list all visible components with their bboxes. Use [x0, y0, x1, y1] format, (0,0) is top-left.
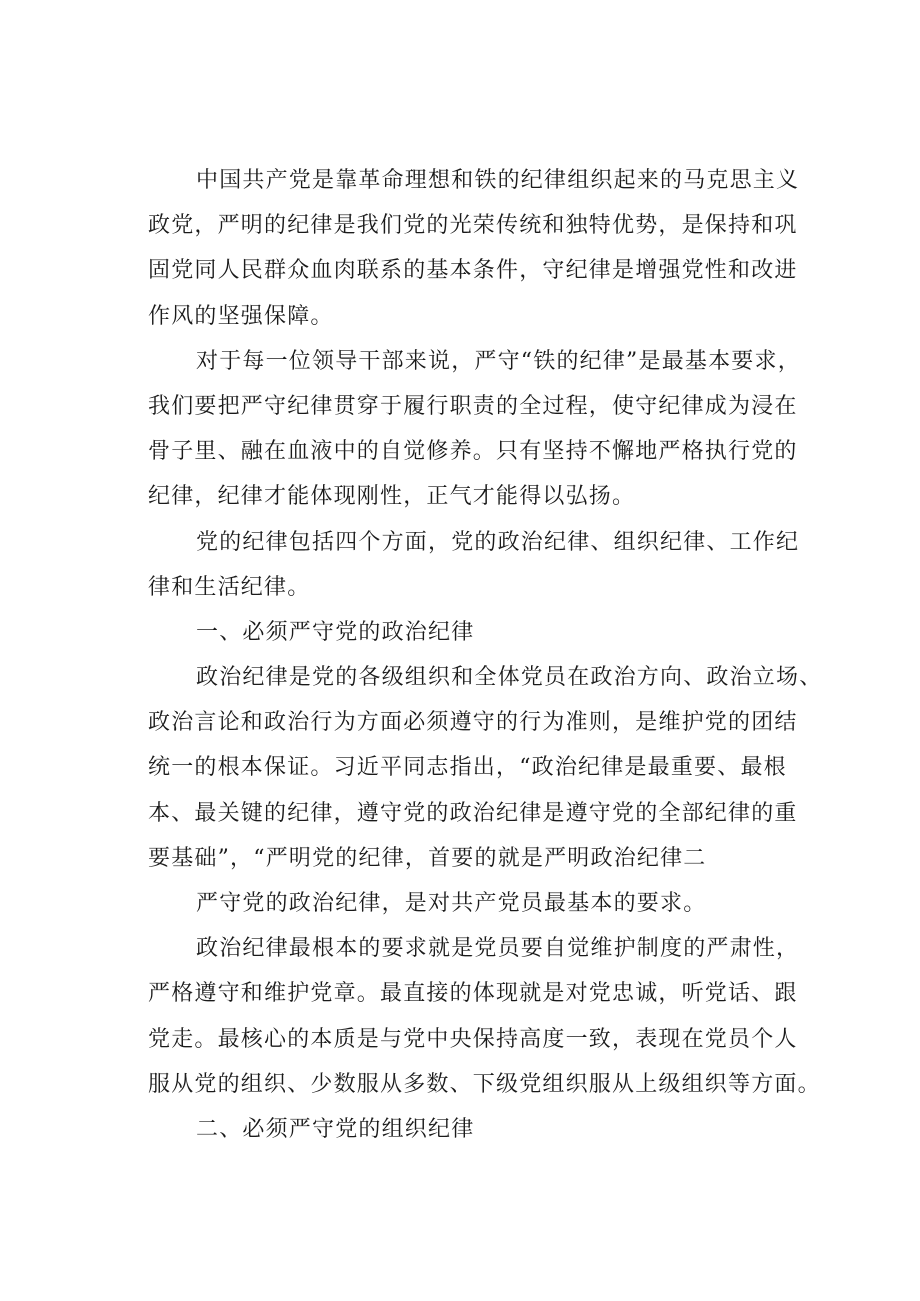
text-line: 固党同人民群众血肉联系的基本条件，守纪律是增强党性和改进 — [148, 258, 798, 284]
text-line: 对于每一位领导干部来说，严守“铁的纪律”是最基本要求， — [196, 348, 801, 374]
text-line: 律和生活纪律。 — [148, 574, 311, 600]
text-line: 骨子里、融在血液中的自觉修养。只有坚持不懈地严格执行党的 — [148, 439, 798, 465]
text-line: 中国共产党是靠革命理想和铁的纪律组织起来的马克思主义 — [196, 168, 800, 193]
text-line: 纪律，纪律才能体现刚性，正气才能得以弘扬。 — [148, 484, 636, 510]
text-line: 本、最关键的纪律，遵守党的政治纪律是遵守党的全部纪律的重 — [148, 800, 798, 826]
text-line: 政治言论和政治行为方面必须遵守的行为准则，是维护党的团结 — [148, 710, 798, 736]
document-body — [148, 158, 823, 1152]
section-heading-organizational-discipline: 二、必须严守党的组织纪律 — [196, 1116, 475, 1142]
text-line: 严守党的政治纪律，是对共产党员最基本的要求。 — [196, 891, 707, 916]
text-line: 政治纪律是党的各级组织和全体党员在政治方向、政治立场、 — [196, 665, 823, 691]
text-line: 严格遵守和维护党章。最直接的体现就是对党忠诚，听党话、跟 — [148, 981, 798, 1007]
text-line: 统一的根本保证。习近平同志指出，“政治纪律是最重要、最根 — [148, 755, 787, 781]
text-line: 政治纪律最根本的要求就是党员要自觉维护制度的严肃性， — [196, 936, 800, 962]
text-line: 要基础”，“严明党的纪律，首要的就是严明政治纪律二 — [148, 845, 707, 871]
text-line: 党走。最核心的本质是与党中央保持高度一致，表现在党员个人 — [148, 1026, 798, 1052]
text-line: 党的纪律包括四个方面，党的政治纪律、组织纪律、工作纪 — [196, 529, 800, 555]
text-line: 政党，严明的纪律是我们党的光荣传统和独特优势，是保持和巩 — [148, 213, 798, 239]
text-line: 服从党的组织、少数服从多数、下级党组织服从上级组织等方面。 — [148, 1071, 821, 1097]
text-line: 作风的坚强保障。 — [148, 303, 334, 329]
section-heading-political-discipline: 一、必须严守党的政治纪律 — [196, 619, 475, 645]
text-line: 我们要把严守纪律贯穿于履行职责的全过程，使守纪律成为浸在 — [148, 393, 798, 419]
